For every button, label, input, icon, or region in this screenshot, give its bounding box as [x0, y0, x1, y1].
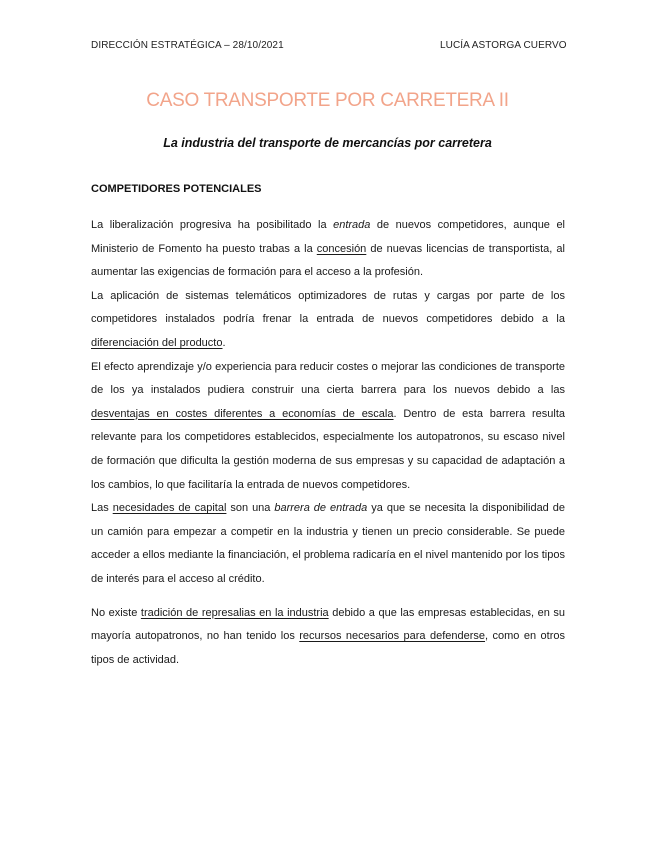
paragraph-entrada: La liberalización progresiva ha posibilitado la entrada de nuevos competidores, aunque el Ministerio de Fomento ha puesto trabas a la concesión de nuevas licencias de transportista, al aumentar las exigencias de formación para el acceso a la profesión. — [91, 219, 565, 279]
paragraph-capital: Las necesidades de capital son una barrera de entrada ya que se necesita la disponibilidad de un camión para empezar a competir en la industria y tienen un precio considerable. Se puede acceder a ellos mediante la financiación, el problema radicaría en el nivel mantenido por los tipos de interés para el acceso al crédito. — [91, 502, 565, 585]
header-course-date: DIRECCIÓN ESTRATÉGICA – 28/10/2021 — [91, 40, 284, 51]
paragraph-aprendizaje: El efecto aprendizaje y/o experiencia para reducir costes o mejorar las condiciones de transporte de los ya instalados pudiera construir una cierta barrera para los nuevos debido a las desventajas en costes diferentes a economías de escala. Dentro de esta barrera resulta relevante para los competidores establecidos, especialmente los autopatronos, su escaso nivel de formación que dificulta la gestión moderna de sus empresas y su capacidad de adaptación a los cambios, lo que facilitaría la entrada de nuevos competidores. — [91, 360, 565, 491]
section-heading: COMPETIDORES POTENCIALES — [91, 183, 262, 195]
document-title: CASO TRANSPORTE POR CARRETERA II — [146, 90, 509, 111]
paragraph-represalias: No existe tradición de represalias en la industria debido a que las empresas establecidas, en su mayoría autopatronos, no han tenido los recursos necesarios para defenderse, como en otros tipos de actividad. — [91, 606, 565, 666]
body-text — [91, 214, 565, 672]
header-author: LUCÍA ASTORGA CUERVO — [440, 40, 567, 51]
paragraph-diferenciacion: La aplicación de sistemas telemáticos optimizadores de rutas y cargas por parte de los competidores instalados podría frenar la entrada de nuevos competidores debido a la diferenciación del producto. — [91, 289, 565, 349]
document-subtitle: La industria del transporte de mercancías por carretera — [163, 136, 492, 150]
